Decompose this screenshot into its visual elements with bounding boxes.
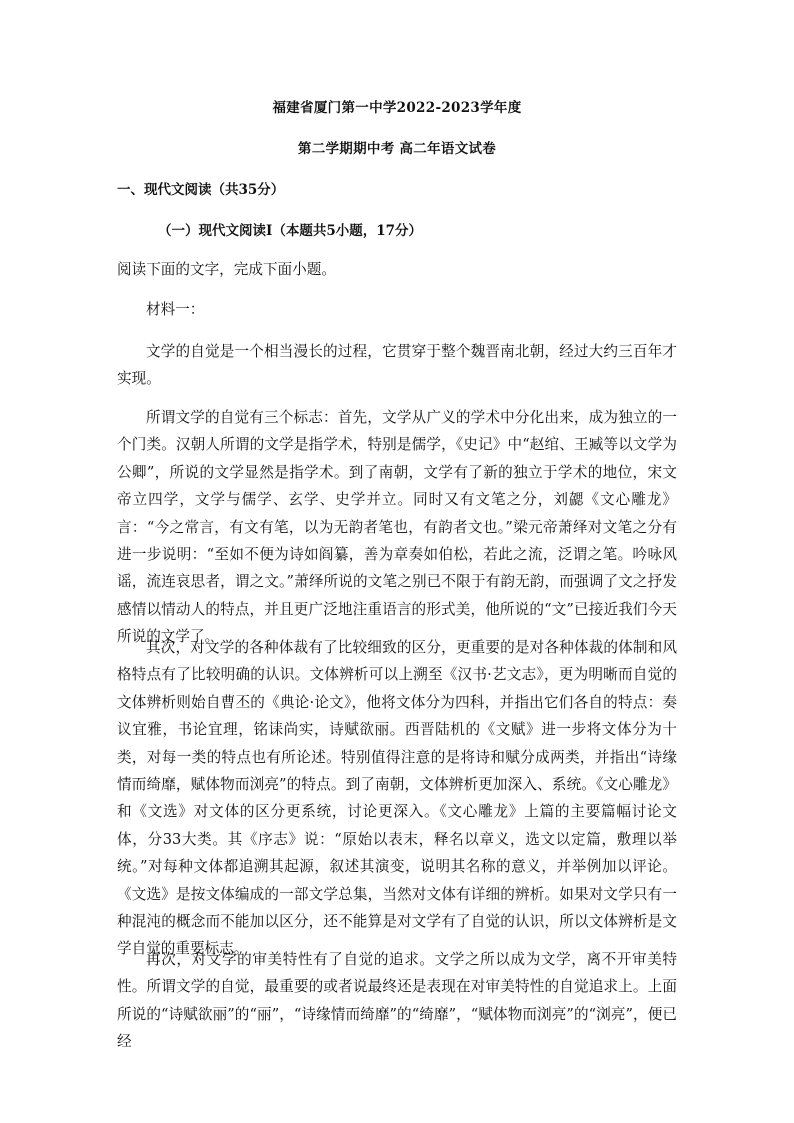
paragraph: 再次，对文学的审美特性有了自觉的追求。文学之所以成为文学，离不开审美特性。所谓文学的自觉，最重要的或者说最终还是表现在对审美特性的自觉追求上。上面所说的“诗赋欲丽”的“丽”，“诗缘情而绮靡”的“绮靡”，“赋体物而浏亮”的“浏亮”，便已经	[117, 951, 677, 1051]
reading-instruction: 阅读下面的文字，完成下面小题。	[117, 261, 336, 278]
section-heading: 一、现代文阅读（共35分）	[117, 182, 285, 198]
exam-title-line2: 第二学期期中考 高二年语文试卷	[297, 141, 497, 157]
paragraph: 其次，对文学的各种体裁有了比较细致的区分，更重要的是对各种体裁的体制和风格特点有了比较明确的认识。文体辨析可以上溯至《汉书·艺文志》，更为明晰而自觉的文体辨析则始自曹丕的《典论·论文》，他将文体分为四科，并指出它们各自的特点：奏议宜雅，书论宜理，铭诔尚实，诗赋欲丽。西晋陆机的《文赋》进一步将文体分为十类，对每一类的特点也有所论述。特别值得注意的是将诗和赋分成两类，并指出“诗缘情而绮靡，赋体物而浏亮”的特点。到了南朝，文体辨析更加深入、系统。《文心雕龙》和《文选》对文体的区分更系统，讨论更深入。《文心雕龙》上篇的主要篇幅讨论文体，分33大类。其《序志》说：“原始以表末，释名以章义，选文以定篇，敷理以举统。”对每种文体都追溯其起源，叙述其演变，说明其名称的意义，并举例加以评论。《文选》是按文体编成的一部文学总集，当然对文体有详细的辨析。如果对文学只有一种混沌的概念而不能加以区分，还不能算是对文学有了自觉的认识，所以文体辨析是文学自觉的重要标志。	[117, 639, 677, 958]
paragraph: 所谓文学的自觉有三个标志：首先，文学从广义的学术中分化出来，成为独立的一个门类。汉朝人所谓的文学是指学术，特别是儒学，《史记》中“赵绾、王臧等以文学为公卿”，所说的文学显然是指学术。到了南朝，文学有了新的独立于学术的地位，宋文帝立四学，文学与儒学、玄学、史学并立。同时又有文笔之分，刘勰《文心雕龙》言：“今之常言，有文有笔，以为无韵者笔也，有韵者文也。”梁元帝萧绎对文笔之分有进一步说明：“至如不便为诗如阎纂，善为章奏如伯松，若此之流，泛谓之笔。吟咏风谣，流连哀思者，谓之文。”萧绎所说的文笔之别已不限于有韵无韵，而强调了文之抒发感情以情动人的特点，并且更广泛地注重语言的形式美，他所说的“文”已接近我们今天所说的文学了。	[117, 409, 677, 646]
material-label: 材料一：	[146, 301, 205, 318]
subsection-heading: （一）现代文阅读Ⅰ（本题共5小题，17分）	[158, 223, 422, 239]
paragraph: 文学的自觉是一个相当漫长的过程，它贯穿于整个魏晋南北朝，经过大约三百年才实现。	[117, 343, 677, 388]
exam-title-line1: 福建省厦门第一中学2022-2023学年度	[272, 100, 522, 116]
